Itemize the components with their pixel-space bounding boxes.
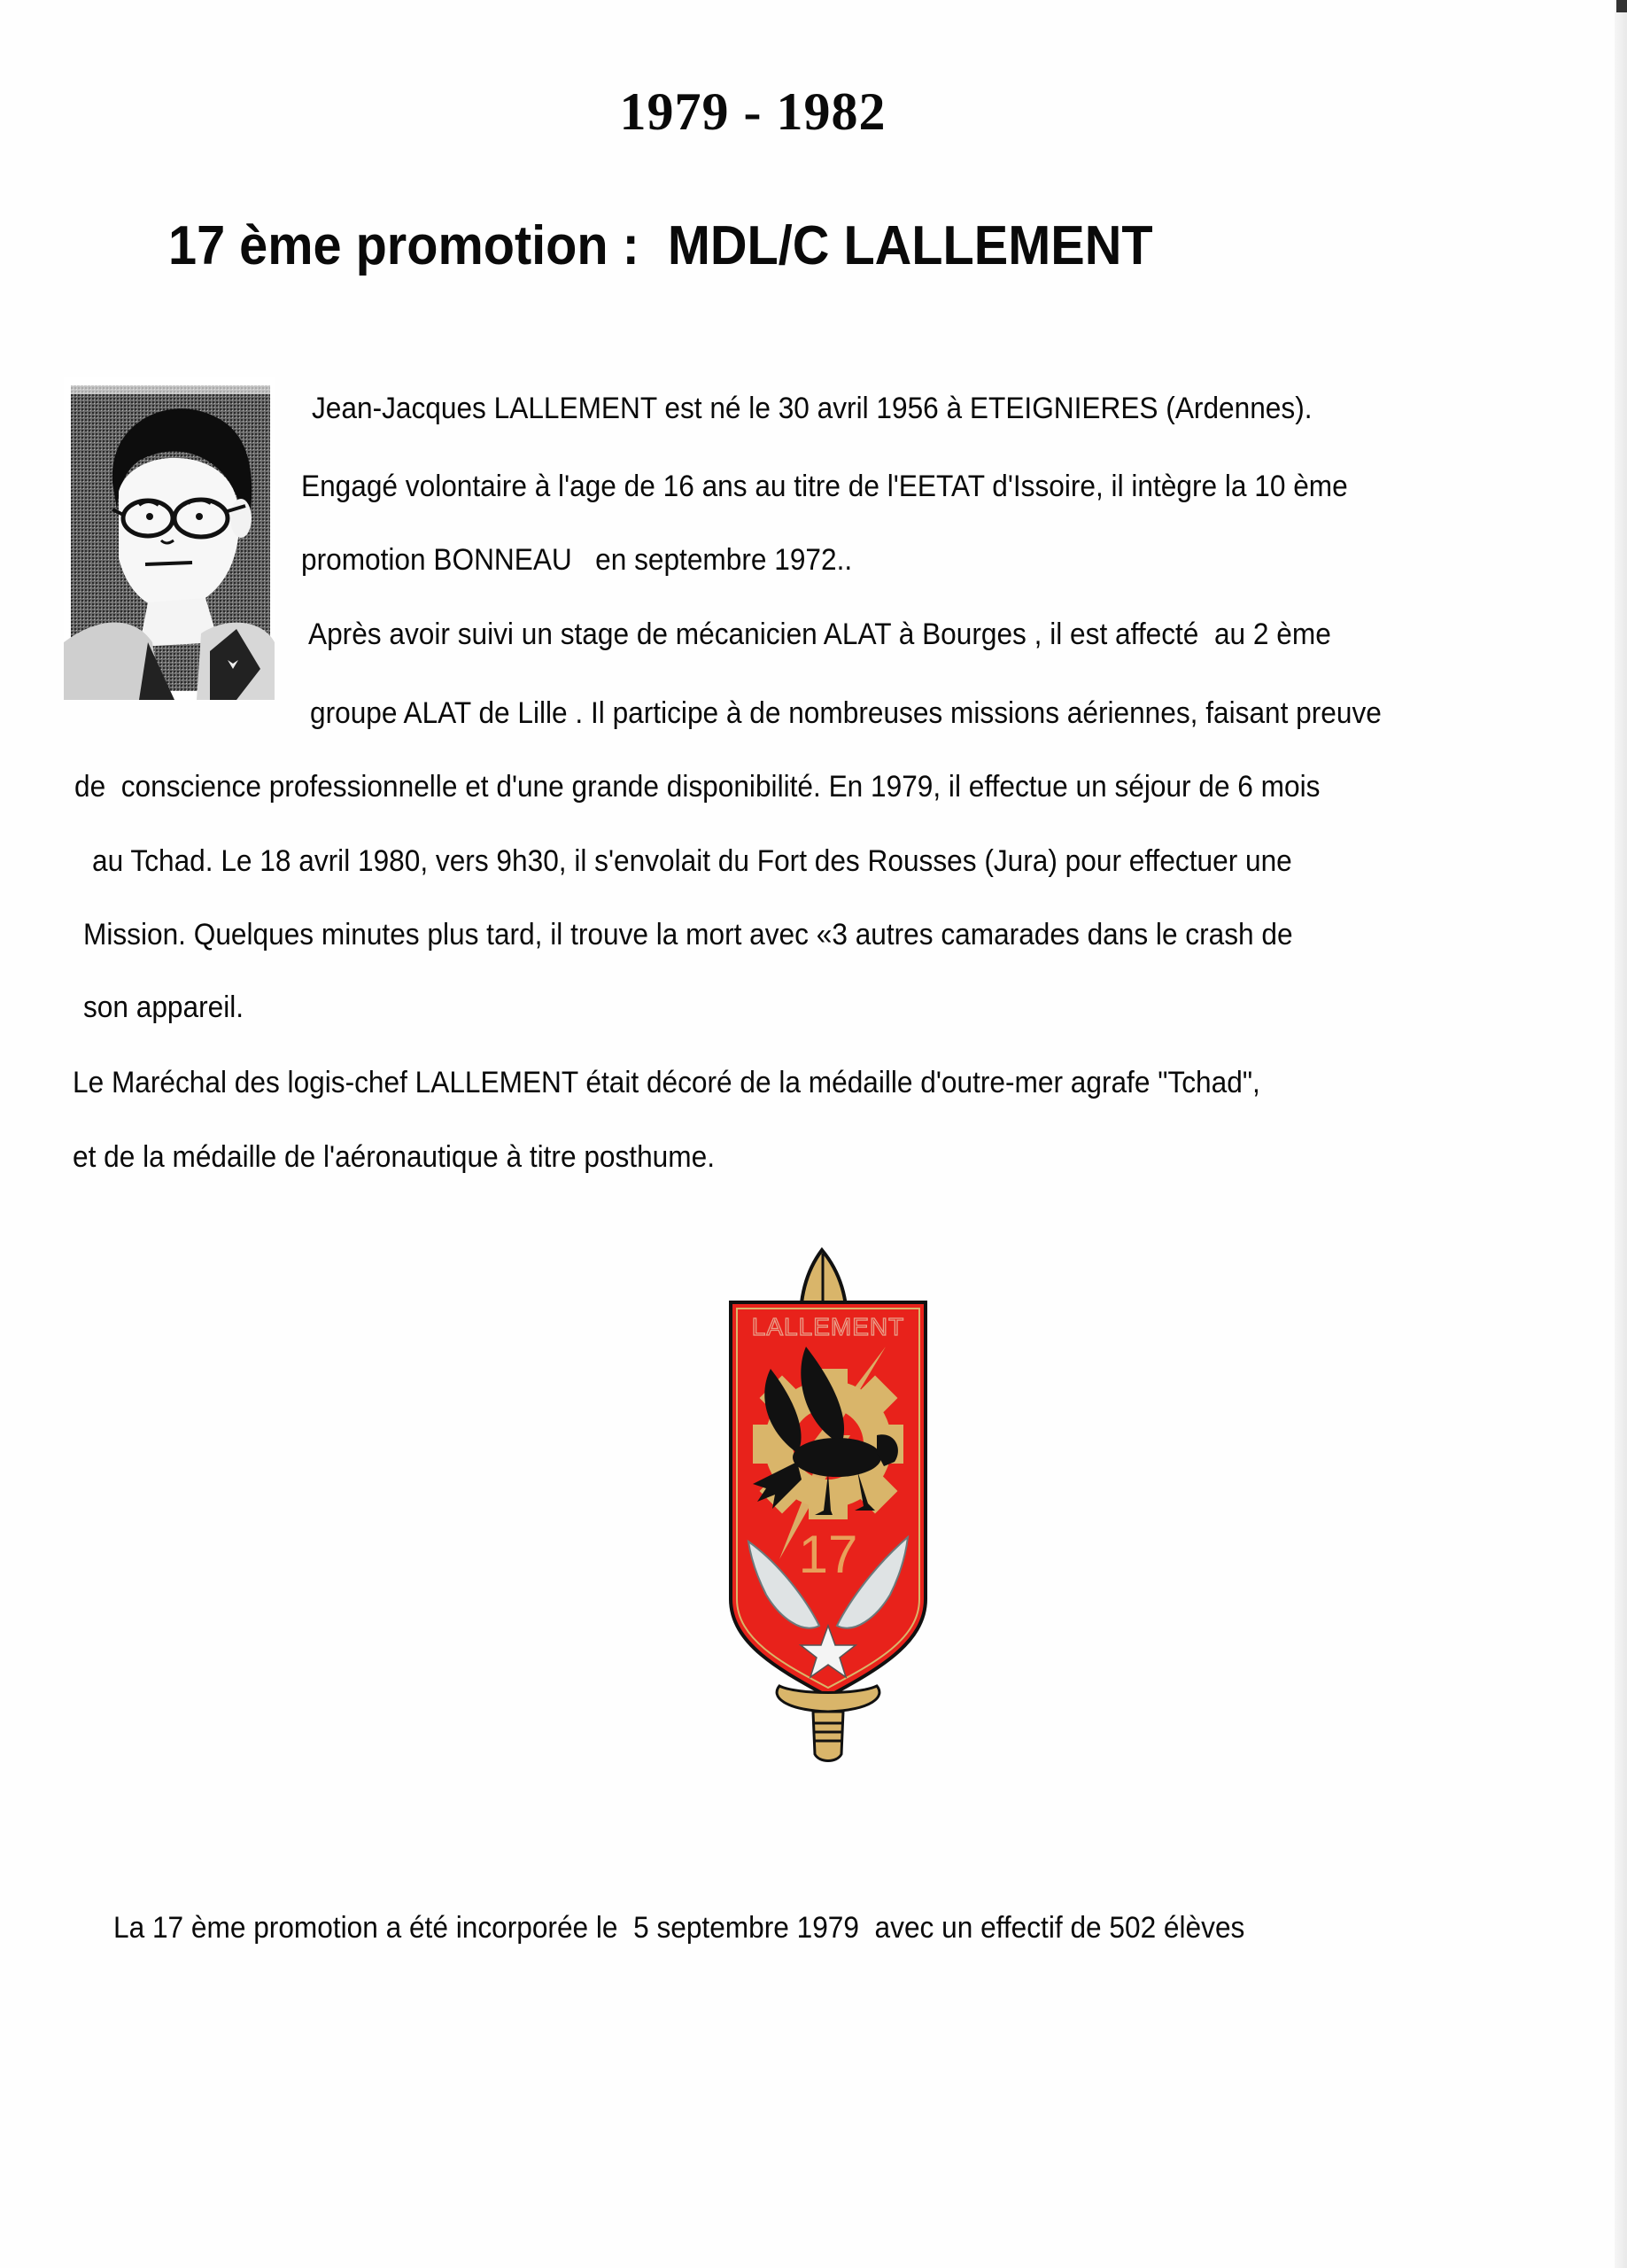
bio-line: son appareil. <box>83 990 244 1024</box>
bio-line: et de la médaille de l'aéronautique à titre posthume. <box>73 1140 715 1174</box>
bio-line: groupe ALAT de Lille . Il participe à de nombreuses missions aériennes, faisant preuve <box>310 696 1382 730</box>
bio-line: Mission. Quelques minutes plus tard, il trouve la mort avec «3 autres camarades dans le crash de <box>83 918 1293 951</box>
bio-line: Jean-Jacques LALLEMENT est né le 30 avril 1956 à ETEIGNIERES (Ardennes). <box>312 392 1313 425</box>
bio-line: Engagé volontaire à l'age de 16 ans au titre de l'EETAT d'Issoire, il intègre la 10 ème <box>301 470 1348 503</box>
bio-line: Le Maréchal des logis-chef LALLEMENT était décoré de la médaille d'outre-mer agrafe "Tchad", <box>73 1066 1260 1099</box>
scan-corner-mark <box>1616 0 1627 12</box>
bio-line: au Tchad. Le 18 avril 1980, vers 9h30, il s'envolait du Fort des Rousses (Jura) pour effectuer une <box>92 844 1292 878</box>
sword-hilt <box>813 1712 843 1761</box>
badge-name: LALLEMENT <box>751 1313 905 1340</box>
bio-line: de conscience professionnelle et d'une grande disponibilité. En 1979, il effectue un séjour de 6 mois <box>74 770 1321 804</box>
promotion-summary: La 17 ème promotion a été incorporée le 5 septembre 1979 avec un effectif de 502 élèves <box>113 1911 1245 1945</box>
bio-line: Après avoir suivi un stage de mécanicien ALAT à Bourges , il est affecté au 2 ème <box>308 617 1331 651</box>
badge-number: 17 <box>798 1525 858 1584</box>
scan-edge <box>1615 0 1627 2268</box>
portrait-photo <box>64 377 275 700</box>
promotion-insignia <box>717 1245 939 1767</box>
bio-line: promotion BONNEAU en septembre 1972.. <box>301 543 853 577</box>
portrait-image <box>64 377 275 700</box>
years-heading: 1979 - 1982 <box>619 82 887 141</box>
promotion-title: 17 ème promotion : MDL/C LALLEMENT <box>168 215 1153 276</box>
